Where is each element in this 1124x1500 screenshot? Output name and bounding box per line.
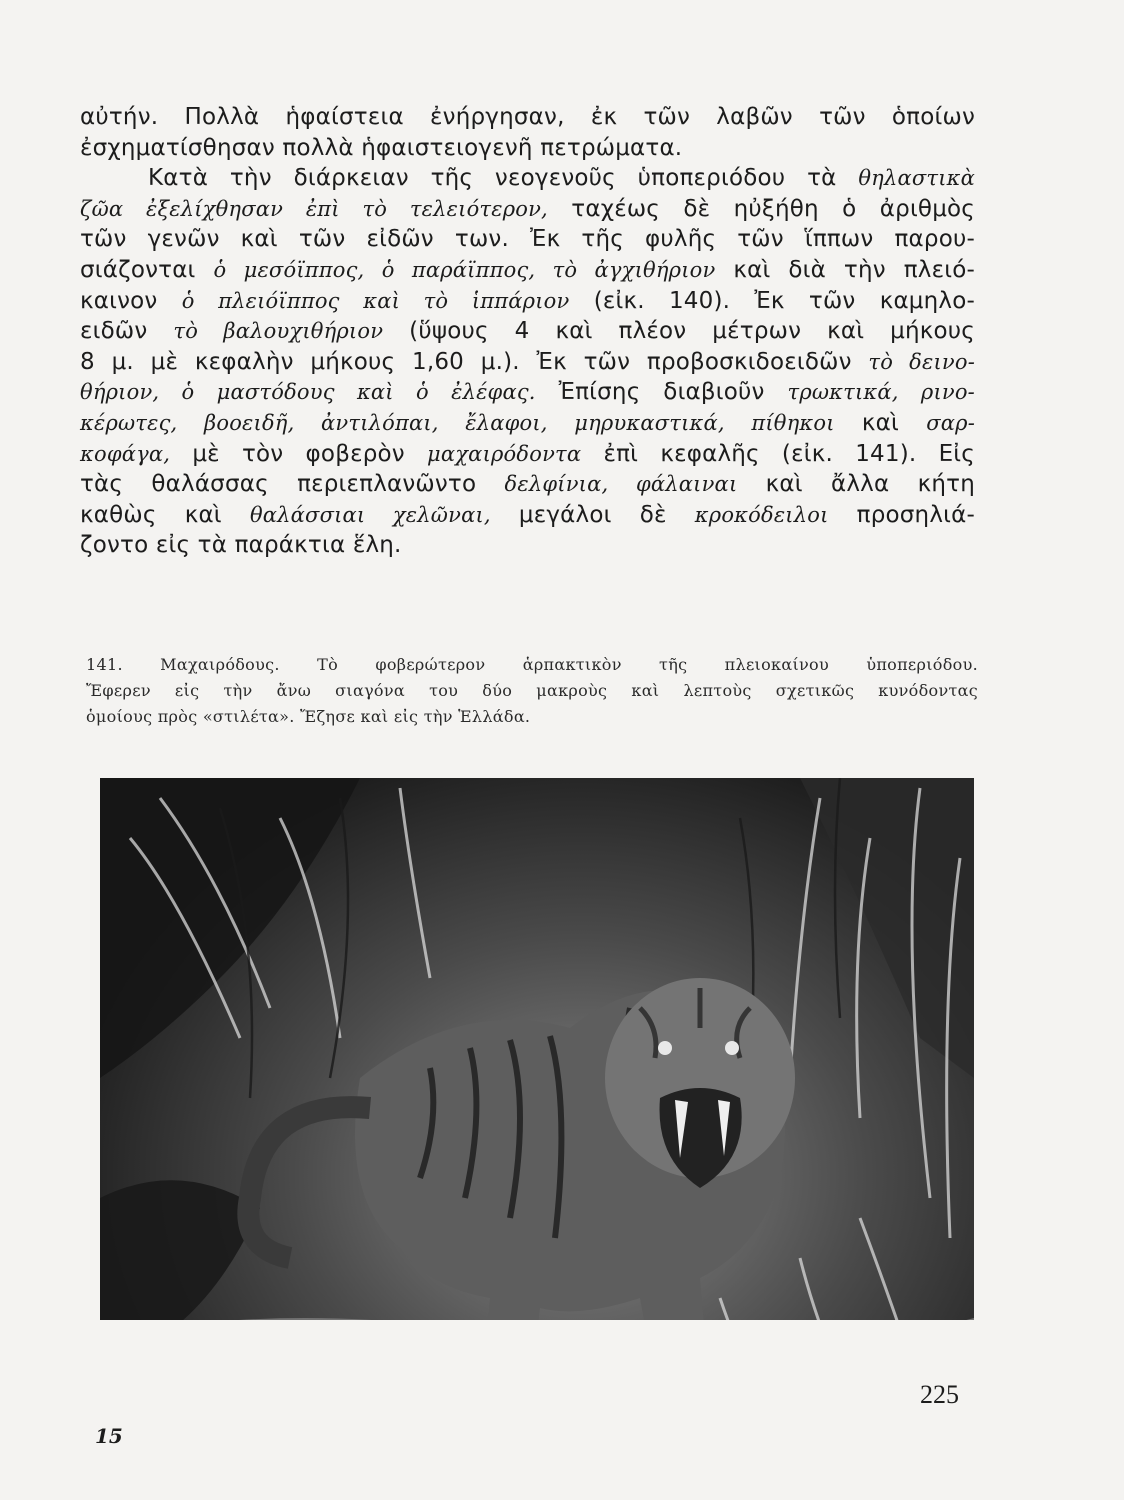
text-line: ζῶα ἐξελίχθησαν ἐπὶ τὸ τελειότερον, ταχέως δὲ ηὐξήθη ὁ ἀριθμὸς — [80, 195, 975, 222]
sabre-tooth-tiger-photo — [100, 778, 974, 1320]
text-line: καθὼς καὶ θαλάσσιαι χελῶναι, μεγάλοι δὲ κροκόδειλοι προσηλιά- — [80, 501, 975, 528]
caption-line: Ἔφερεν εἰς τὴν ἄνω σιαγόνα του δύο μακροὺς καὶ λεπτοὺς σχετικῶς κυνόδοντας — [86, 681, 978, 700]
body-text — [80, 102, 975, 561]
text-line: καινον ὁ πλειόϊππος καὶ τὸ ἱππάριον (εἰκ. 140). Ἐκ τῶν καμηλο- — [80, 287, 976, 314]
text-line: τὰς θαλάσσας περιεπλανῶντο δελφίνια, φάλαιναι καὶ ἄλλα κήτη — [80, 471, 975, 498]
figure-caption — [86, 652, 978, 730]
text-line: τῶν γενῶν καὶ τῶν εἰδῶν των. Ἐκ τῆς φυλῆς τῶν ἵππων παρου- — [80, 226, 975, 253]
text-line: κέρωτες, βοοειδῆ, ἀντιλόπαι, ἔλαφοι, μηρυκαστικά, πίθηκοι καὶ σαρ- — [80, 409, 975, 436]
text-line: αὐτήν. Πολλὰ ἡφαίστεια ἐνήργησαν, ἐκ τῶν λαβῶν τῶν ὁποίων — [80, 104, 975, 130]
text-line: ειδῶν τὸ βαλουχιθήριον (ὕψους 4 καὶ πλέον μέτρων καὶ μήκους — [80, 318, 975, 345]
text-line: ἐσχηματίσθησαν πολλὰ ἡφαιστειογενῆ πετρώματα. — [80, 134, 683, 161]
page-number: 225 — [920, 1380, 959, 1409]
caption-line: ὁμοίους πρὸς «στιλέτα». Ἔζησε καὶ εἰς τὴν Ἑλλάδα. — [86, 707, 531, 726]
signature-mark: 15 — [95, 1424, 123, 1448]
text-line: κοφάγα, μὲ τὸν φοβερὸν μαχαιρόδοντα ἐπὶ κεφαλῆς (εἰκ. 141). Εἰς — [80, 440, 975, 467]
text-line: θήριον, ὁ μαστόδους καὶ ὁ ἐλέφας. Ἐπίσης διαβιοῦν τρωκτικά, ρινο- — [80, 379, 975, 406]
caption-line: 141. Μαχαιρόδους. Τὸ φοβερώτερον ἁρπακτικὸν τῆς πλειοκαίνου ὑποπεριόδου. — [86, 655, 978, 674]
text-line: ζοντο εἰς τὰ παράκτια ἕλη. — [80, 532, 402, 559]
text-line: 8 μ. μὲ κεφαλὴν μήκους 1,60 μ.). Ἐκ τῶν προβοσκιδοειδῶν τὸ δεινο- — [80, 348, 976, 375]
text-line: σιάζονται ὁ μεσόϊππος, ὁ παράϊππος, τὸ ἀγχιθήριον καὶ διὰ τὴν πλειό- — [80, 256, 975, 283]
photo-illustration — [100, 778, 974, 1320]
text-line: Κατὰ τὴν διάρκειαν τῆς νεογενοῦς ὑποπεριόδου τὰ θηλαστικὰ — [148, 165, 975, 192]
